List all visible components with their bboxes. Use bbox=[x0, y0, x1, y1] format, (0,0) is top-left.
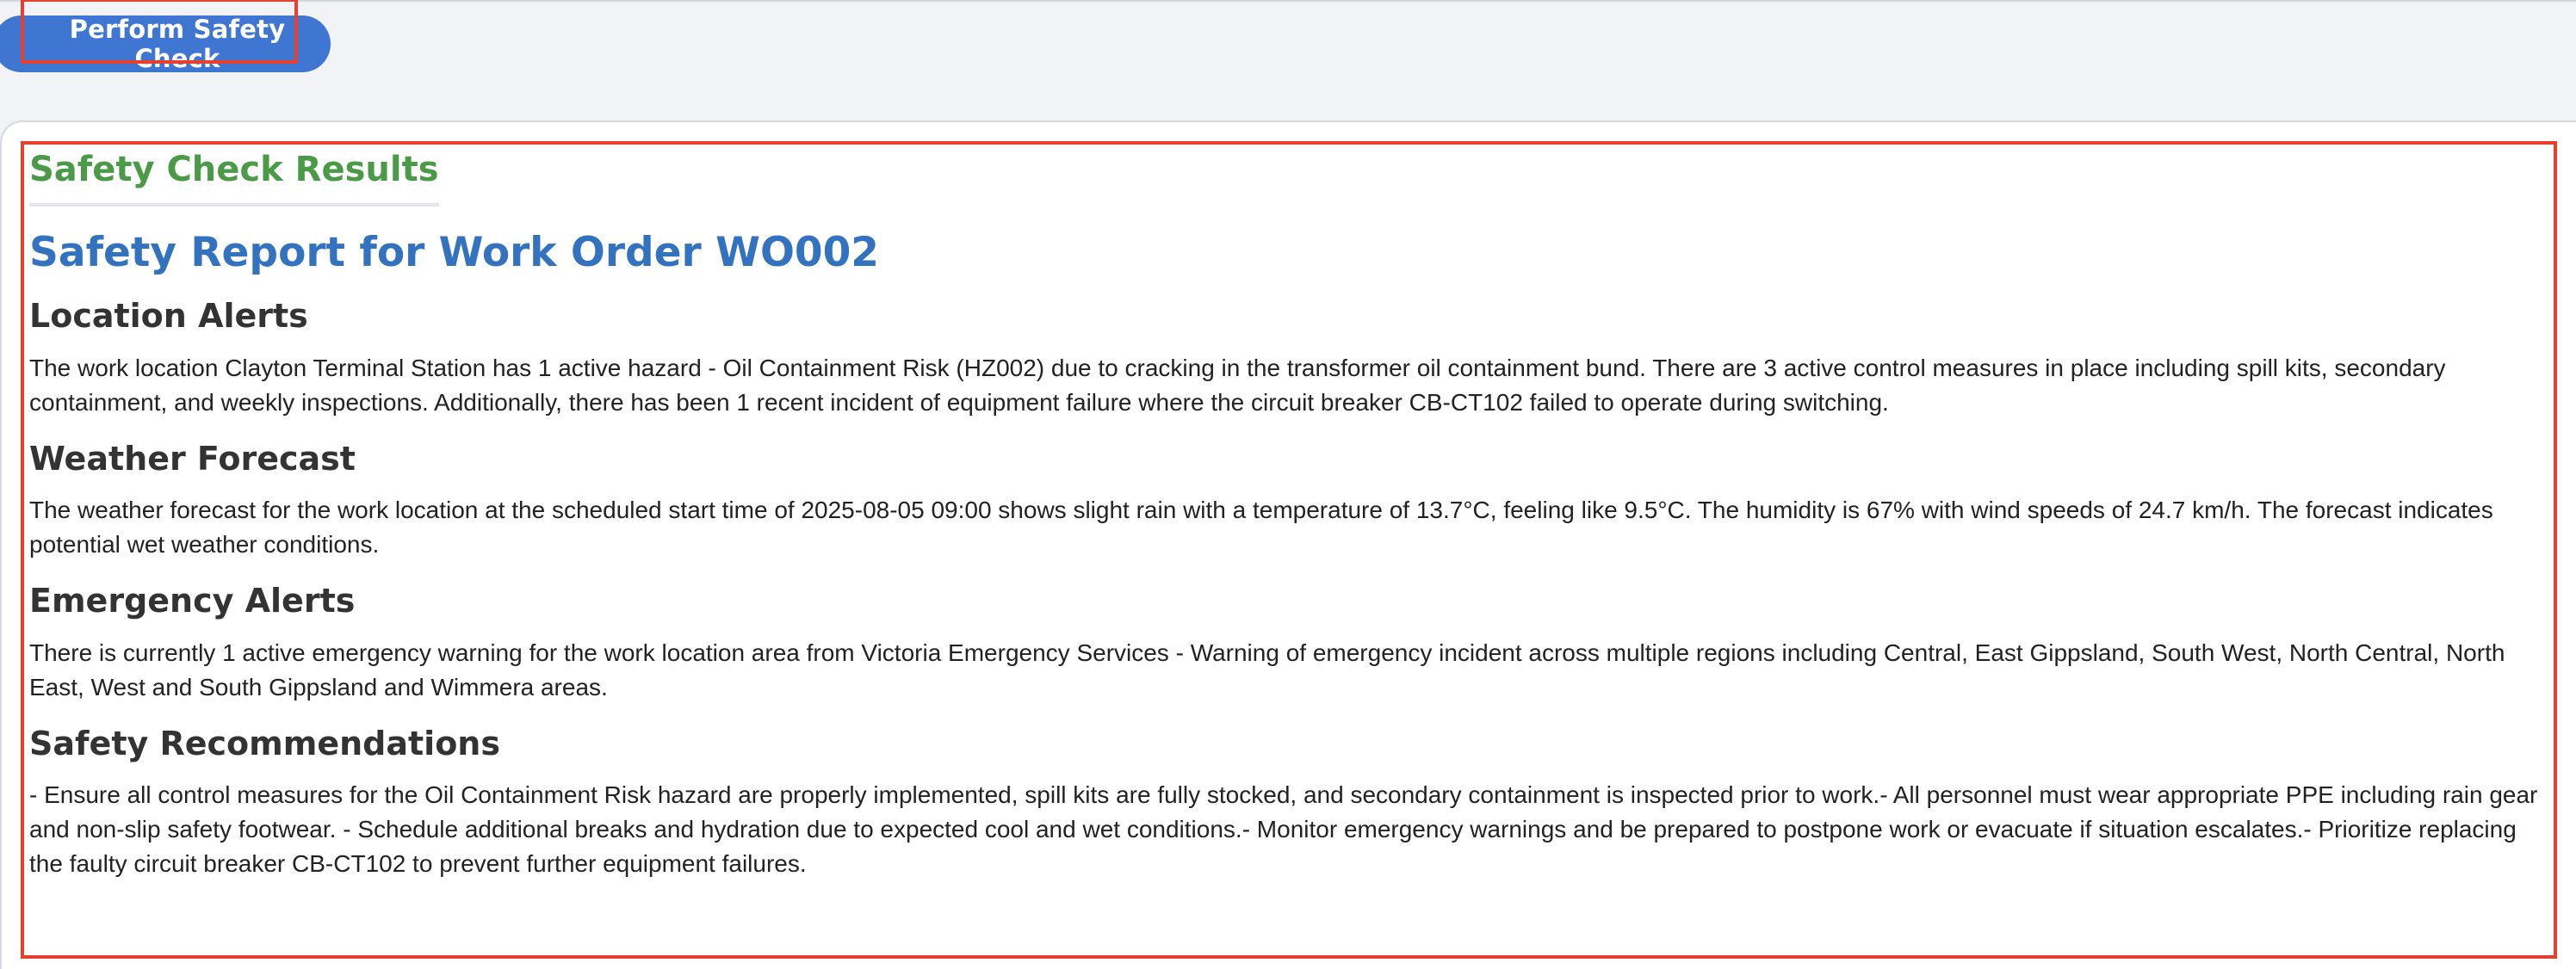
weather-forecast-section bbox=[29, 439, 2543, 563]
emergency-alerts-section bbox=[29, 581, 2543, 705]
safety-results-content bbox=[29, 148, 2543, 881]
safety-recommendations-heading: Safety Recommendations bbox=[29, 724, 500, 762]
safety-recommendations-text: - Ensure all control measures for the Oil Containment Risk hazard are properly implemented, spill kits are fully stocked, and secondary containment is inspected prior to work.- All personnel must wear appropriate PPE including rain gear and non-slip safety footwear. - Schedule additional breaks and hydration due to expected cool and wet conditions.- Monitor emergency warnings and be prepared to postpone work or evacuate if situation escalates.- Prioritize replacing the faulty circuit breaker CB-CT102 to prevent further equipment failures. bbox=[29, 781, 2538, 878]
perform-safety-check-button[interactable]: Perform Safety Check bbox=[0, 15, 331, 72]
report-title: Safety Report for Work Order WO002 bbox=[29, 229, 879, 276]
results-title: Safety Check Results bbox=[29, 148, 439, 207]
location-alerts-heading: Location Alerts bbox=[29, 297, 308, 336]
emergency-alerts-text: There is currently 1 active emergency warning for the work location area from Victoria Emergency Services - Warning of emergency incident across multiple regions including Central, East Gippsland, South West, North Central, North East, West and South Gippsland and Wimmera areas. bbox=[29, 639, 2505, 701]
emergency-alerts-heading: Emergency Alerts bbox=[29, 582, 356, 620]
location-alerts-section bbox=[29, 296, 2543, 420]
weather-forecast-heading: Weather Forecast bbox=[29, 439, 356, 478]
location-alerts-text: The work location Clayton Terminal Station has 1 active hazard - Oil Containment Risk (HZ002) due to cracking in the transformer oil containment bund. There are 3 active control measures in place including spill kits, secondary containment, and weekly inspections. Additionally, there has been 1 recent incident of equipment failure where the circuit breaker CB-CT102 failed to operate during switching. bbox=[29, 354, 2446, 416]
weather-forecast-text: The weather forecast for the work location at the scheduled start time of 2025-08-05 09:00 shows slight rain with a temperature of 13.7°C, feeling like 9.5°C. The humidity is 67% with wind speeds of 24.7 km/h. The forecast indicates potential wet weather conditions. bbox=[29, 497, 2493, 559]
safety-recommendations-section bbox=[29, 724, 2543, 882]
